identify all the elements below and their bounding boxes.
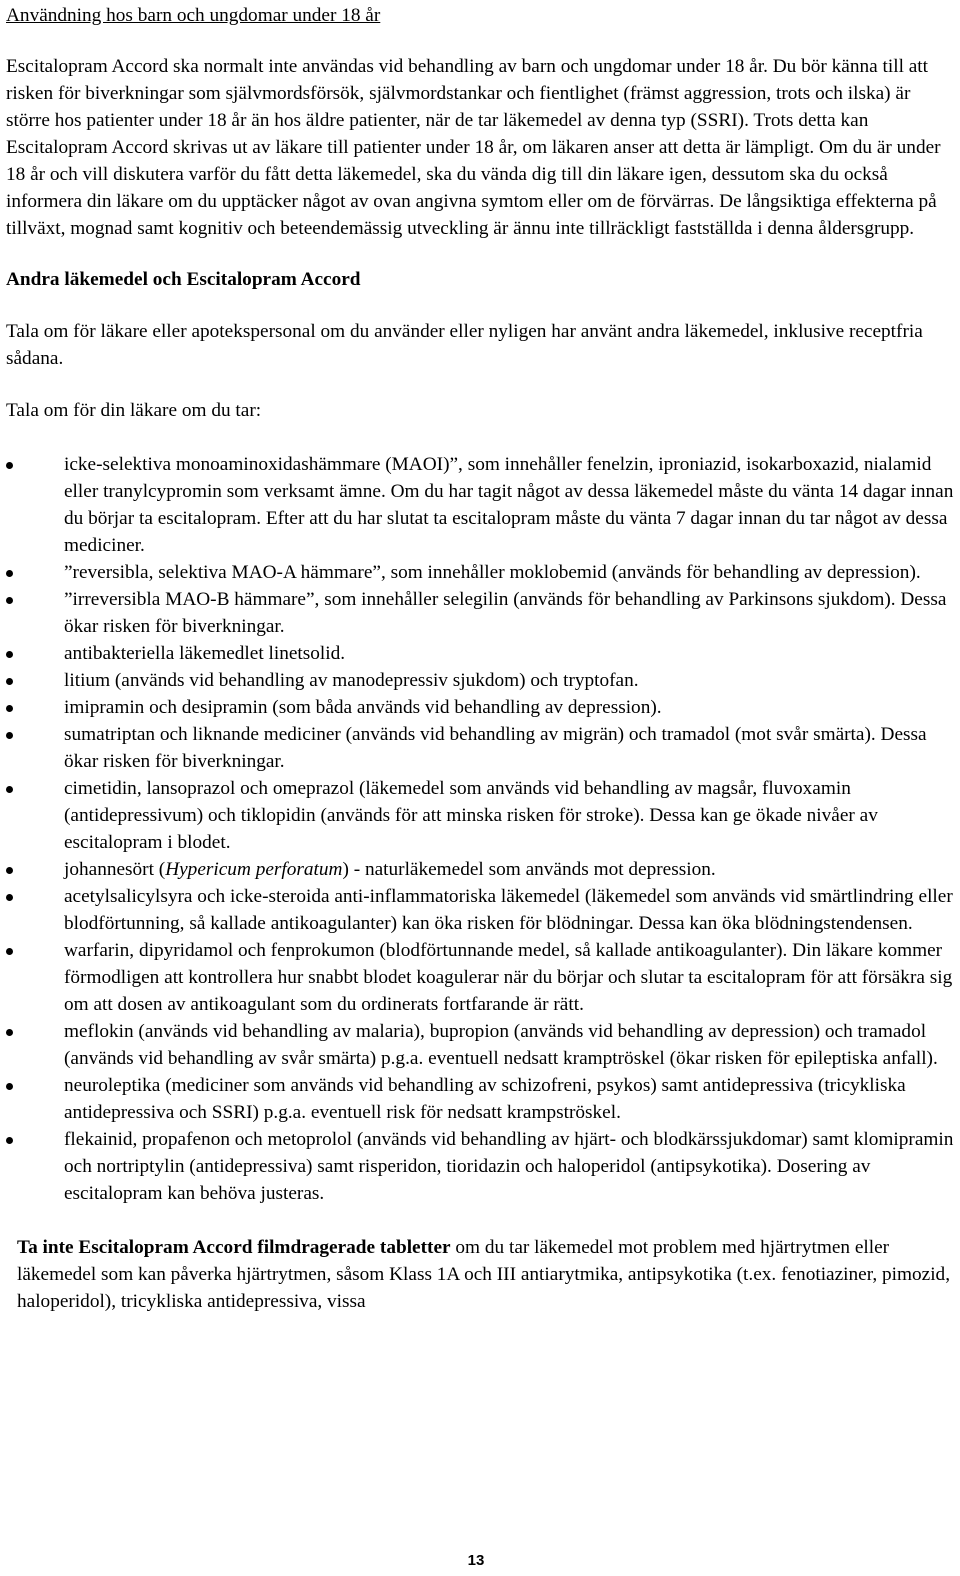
bullet-icon xyxy=(6,1083,13,1090)
list-item-text: ”reversibla, selektiva MAO-A hämmare”, som innehåller moklobemid (används för behandling av depression). xyxy=(64,562,921,583)
list-item-text: ”irreversibla MAO-B hämmare”, som innehåller selegilin (används för behandling av Parkinsons sjukdom). Dessa ökar risken för biverkningar. xyxy=(64,589,947,637)
paragraph-tell-doctor: Tala om för din läkare om du tar: xyxy=(6,400,262,421)
list-item-text: neuroleptika (mediciner som används vid behandling av schizofreni, psykos) samt antidepressiva (tricykliska antidepressiva och SSRI) p.g.a. eventuell risk för nedsatt krampströskel. xyxy=(64,1075,906,1123)
list-item xyxy=(6,1072,956,1126)
list-item-text: flekainid, propafenon och metoprolol (används vid behandling av hjärt- och blodkärssjukdomar) samt klomipramin och nortriptylin (antidepressiva) samt risperidon, tioridazin och haloperidol (antipsykotika). Dosering av escitalopram kan behöva justeras. xyxy=(64,1129,954,1204)
list-item-text: meflokin (används vid behandling av malaria), bupropion (används vid behandling av depression) och tramadol (används vid behandling av svår smärta) p.g.a. eventuell nedsatt kramptröskel (ökar risken för epileptiska anfall). xyxy=(64,1021,938,1069)
list-item-text: imipramin och desipramin (som båda används vid behandling av depression). xyxy=(64,697,662,718)
warning-bold-text: Ta inte Escitalopram Accord filmdragerade tabletter xyxy=(17,1237,451,1258)
medicine-list xyxy=(6,451,956,1207)
list-item xyxy=(6,775,956,856)
list-item-text: acetylsalicylsyra och icke-steroida anti-inflammatoriska läkemedel (läkemedel som används vid smärtlindring eller blodförtunning, så kallade antikoagulanter) kan öka risken för blödningar. Dessa kan öka blödningstendensen. xyxy=(64,886,953,934)
list-item-text: cimetidin, lansoprazol och omeprazol (läkemedel som används vid behandling av magsår, fluvoxamin (antidepressivum) och tiklopidin (används för att minska risken för stroke). Dessa kan ge ökade nivåer av escitalopram i blodet. xyxy=(64,778,878,853)
list-item xyxy=(6,694,956,721)
list-item xyxy=(6,1018,956,1072)
warning-rest-text: om du tar läkemedel mot problem med hjärtrytmen eller läkemedel som kan påverka hjärtrytmen, såsom Klass 1A och III antiarytmika, antipsykotika (t.ex. fenotiaziner, pimozid, haloperidol), tricykliska antidepressiva, vissa xyxy=(17,1237,951,1312)
bullet-icon xyxy=(6,786,13,793)
bullet-icon xyxy=(6,867,13,874)
list-item xyxy=(6,559,956,586)
list-item-johannesort xyxy=(6,856,956,883)
bullet-icon xyxy=(6,678,13,685)
bullet-icon xyxy=(6,651,13,658)
bullet-icon xyxy=(6,948,13,955)
section-title-other-medicines: Andra läkemedel och Escitalopram Accord xyxy=(6,269,361,290)
list-item xyxy=(6,1126,956,1207)
johannesort-after: ) - naturläkemedel som används mot depression. xyxy=(342,859,716,880)
bullet-icon xyxy=(6,462,13,469)
list-item-text: warfarin, dipyridamol och fenprokumon (blodförtunnande medel, så kallade antikoagulanter). Din läkare kommer förmodligen att kontrollera hur snabbt blodet koagulerar när du börjar och slutar ta escitalopram för att försäkra sig om att dosen av antikoagulant som du ordinerats fortfarande är rätt. xyxy=(64,940,953,1015)
bullet-icon xyxy=(6,1029,13,1036)
johannesort-latin-name: Hypericum perforatum xyxy=(165,859,343,880)
page-number: 13 xyxy=(467,1552,485,1569)
list-item xyxy=(6,883,956,937)
bullet-icon xyxy=(6,894,13,901)
list-item xyxy=(6,721,956,775)
bullet-icon xyxy=(6,597,13,604)
document-page xyxy=(6,0,956,1315)
warning-paragraph xyxy=(17,1234,956,1315)
list-item xyxy=(6,667,956,694)
paragraph-children-use: Escitalopram Accord ska normalt inte användas vid behandling av barn och ungdomar under 18 år. Du bör känna till att risken för biverkningar som självmordsförsök, självmordstankar och fientlighet (främst aggression, trots och ilska) är större hos patienter under 18 år än hos äldre patienter, när de tar läkemedel av denna typ (SSRI). Trots detta kan Escitalopram Accord skrivas ut av läkare till patienter under 18 år, om läkaren anser att detta är lämpligt. Om du är under 18 år och vill diskutera varför du fått detta läkemedel, ska du vända dig till din läkare igen, dessutom ska du också informera din läkare om du upptäcker något av ovan angivna symtom eller om de förvärras. De långsiktiga effekterna på tillväxt, mognad samt kognitiv och beteendemässig utveckling är ännu inte tillräckligt fastställda i denna åldersgrupp. xyxy=(6,56,941,239)
bullet-icon xyxy=(6,705,13,712)
bullet-icon xyxy=(6,570,13,577)
paragraph-tell-pharmacist: Tala om för läkare eller apotekspersonal om du använder eller nyligen har använt andra läkemedel, inklusive receptfria sådana. xyxy=(6,321,923,369)
bullet-icon xyxy=(6,732,13,739)
list-item-text: antibakteriella läkemedlet linetsolid. xyxy=(64,643,346,664)
list-item xyxy=(6,937,956,1018)
list-item xyxy=(6,451,956,559)
list-item-text: sumatriptan och liknande mediciner (används vid behandling av migrän) och tramadol (mot svår smärta). Dessa ökar risken för biverkningar. xyxy=(64,724,927,772)
list-item-text: litium (används vid behandling av manodepressiv sjukdom) och tryptofan. xyxy=(64,670,639,691)
johannesort-before: johannesört ( xyxy=(64,859,166,880)
list-item-text: icke-selektiva monoaminoxidashämmare (MAOI)”, som innehåller fenelzin, iproniazid, isokarboxazid, nialamid eller tranylcypromin som verksamt ämne. Om du har tagit något av dessa läkemedel måste du vänta 14 dagar innan du börjar ta escitalopram. Efter att du har slutat ta escitalopram måste du vänta 7 dagar innan du tar något av dessa mediciner. xyxy=(64,454,954,556)
section-title-children: Användning hos barn och ungdomar under 18 år xyxy=(6,5,381,26)
list-item xyxy=(6,640,956,667)
list-item xyxy=(6,586,956,640)
bullet-icon xyxy=(6,1137,13,1144)
